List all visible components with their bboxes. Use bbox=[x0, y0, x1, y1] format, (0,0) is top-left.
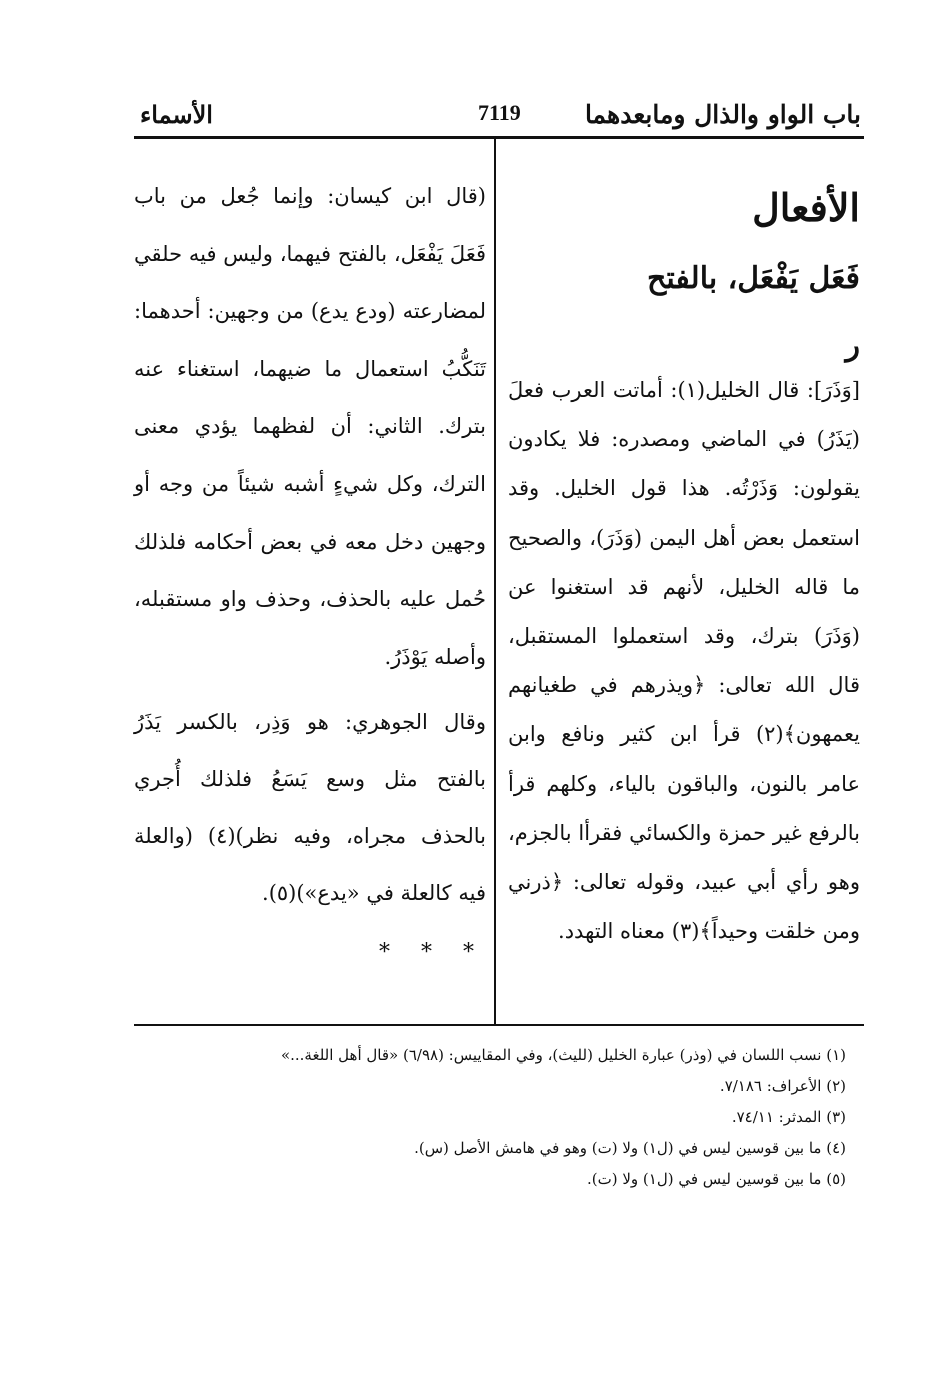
column-divider bbox=[494, 136, 496, 1024]
entry-paragraph: [وَذَرَ]: قال الخليل(١): أماتت العرب فعلَ (يَذَرُ) في الماضي ومصدره: فلا يكادون يقولون: وَذَرْتُه. هذا قول الخليل. وقد استعمل بعض أهل اليمن (وَذَرَ)، والصحيح ما قاله الخليل، لأنهم قد استغنوا عن (وَذَرَ) بترك، وقد استعملوا المستقبل، قال الله تعالى: ﴿ويذرهم في طغيانهم يعمهون﴾(٢) قرأ ابن كثير ونافع وابن عامر بالنون، والباقون بالياء، وكلهم قرأ بالرفع غير حمزة والكسائي فقرأا بالجزم، وهو رأي أبي عبيد، وقوله تعالى: ﴿ذرني ومن خلقت وحيداً﴾(٣) معناه التهدد. bbox=[508, 378, 860, 944]
footnote: (٣) المدثر: ٧٤/١١. bbox=[731, 1108, 846, 1126]
page-number: 7119 bbox=[478, 100, 521, 125]
commentary-paragraph-2: وقال الجوهري: هو وَذِر، بالكسر يَذَرُ بالفتح مثل وسع يَسَعُ فلذلك أُجري بالحذف مجراه، وفيه نظر)(٤) (والعلة فيه كالعلة في «يدع»)(٥). bbox=[134, 710, 487, 906]
left-column bbox=[134, 168, 486, 965]
footnote: (٤) ما بين قوسين ليس في (ل١) ولا (ت) وهو في هامش الأصل (س). bbox=[414, 1139, 846, 1157]
sub-heading: فَعَل يَفْعَل، بالفتح bbox=[646, 261, 860, 296]
right-column bbox=[508, 168, 860, 956]
chapter-title: باب الواو والذال ومابعدهما bbox=[584, 100, 861, 129]
footnotes bbox=[134, 1040, 846, 1195]
letter-heading: ر bbox=[845, 328, 860, 363]
footnote: (١) نسب اللسان في (وذر) عبارة الخليل (لليث)، وفي المقاييس: (٦/٩٨) «قال أهل اللغة...» bbox=[280, 1046, 846, 1064]
footnote: (٢) الأعراف: ٧/١٨٦. bbox=[719, 1077, 846, 1095]
section-title: الأسماء bbox=[140, 100, 213, 129]
main-heading: الأفعال bbox=[752, 185, 860, 230]
commentary-paragraph-1: (قال ابن كيسان: وإنما جُعل من باب فَعَلَ يَفْعَل، بالفتح فيهما، وليس فيه حلقي لمضارعته (ودع يدع) من وجهين: أحدهما: تَنَكُّبُ استعمال ما ضيهما، استغناء عنه بترك. الثاني: أن لفظهما يؤدي معنى الترك، وكل شيءٍ أشبه شيئاً من وجه أو وجهين دخل معه في بعض أحكامه فلذلك حُمل عليه بالحذف، وحذف واو مستقبله، وأصله يَوْذَرُ. bbox=[134, 184, 486, 669]
footnote: (٥) ما بين قوسين ليس في (ل١) ولا (ت). bbox=[586, 1170, 846, 1188]
section-separator: * * * bbox=[379, 940, 486, 966]
header-divider bbox=[134, 136, 864, 139]
footnote-divider bbox=[134, 1024, 864, 1026]
